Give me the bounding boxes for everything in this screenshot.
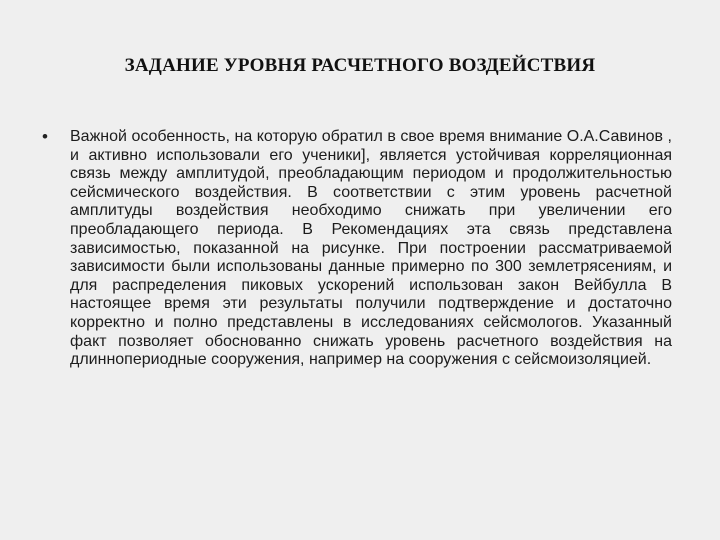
slide-title: ЗАДАНИЕ УРОВНЯ РАСЧЕТНОГО ВОЗДЕЙСТВИЯ <box>124 55 596 76</box>
bullet-text: Важной особенность, на которую обратил в свое время внимание О.А.Савинов , и активно использовали его ученики], является устойчивая корреляционная связь между амплитудой, преобладающим периодом и продолжительностью сейсмического воздействия. В соответствии с этим уровень расчетной амплитуды воздействия необходимо снижать при увеличении его преобладающего периода. В Рекомендациях эта связь представлена зависимостью, показанной на рисунке. При построении рассматриваемой зависимости были использованы данные примерно по 300 землетрясениям, и для распределения пиковых ускорений использован закон Вейбулла В настоящее время эти результаты получили подтверждение и достаточно корректно и полно представлены в исследованиях сейсмологов. Указанный факт позволяет обоснованно снижать уровень расчетного воздействия на длиннопериодные сооружения, например на сооружения с сейсмоизоляцией. <box>70 128 672 369</box>
bullet-item <box>42 128 672 370</box>
bullet-marker: • <box>42 127 48 146</box>
